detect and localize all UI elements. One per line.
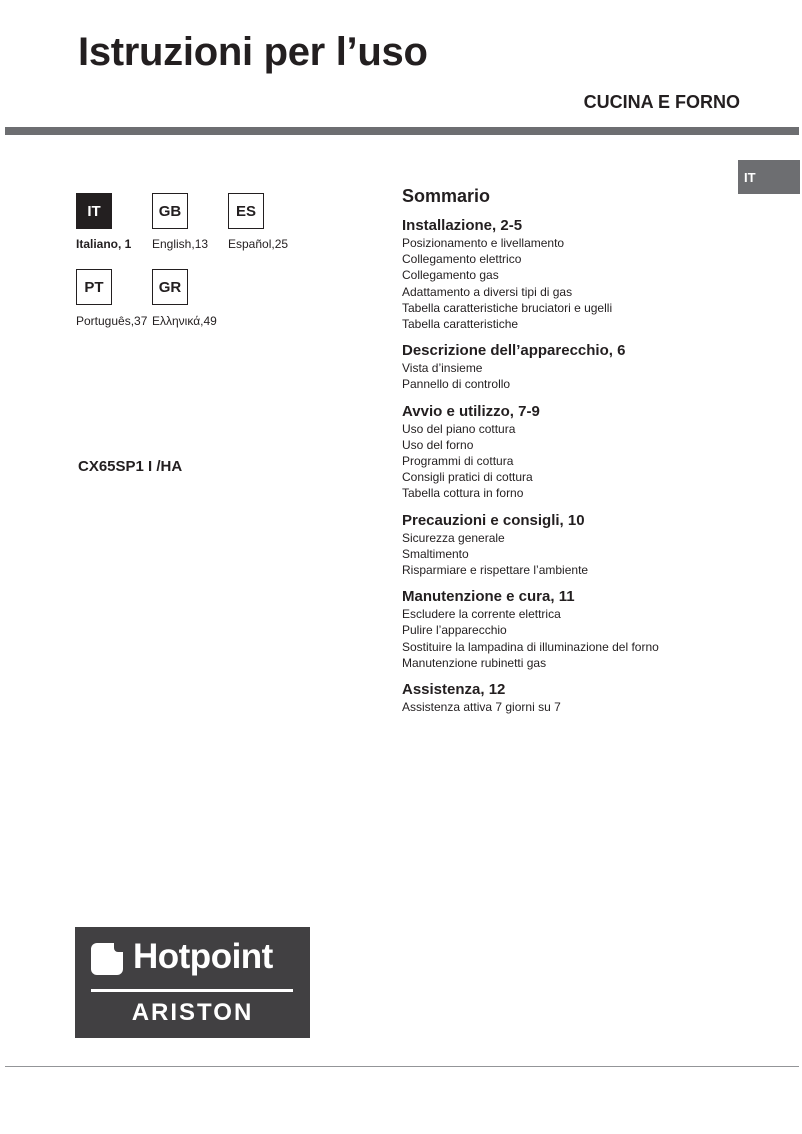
lang-label-gb: English,13 [152,237,209,251]
toc-title: Sommario [402,186,491,206]
toc-item: Smaltimento [402,546,469,561]
product-category: CUCINA E FORNO [583,92,740,112]
language-tab [738,160,800,194]
lang-label-pt: Português,37 [76,314,148,328]
logo-divider [91,989,293,992]
toc-item: Adattamento a diversi tipi di gas [402,284,573,299]
table-of-contents [402,186,732,725]
toc-item: Sicurezza generale [402,530,505,545]
toc-section-descrizione [402,342,732,392]
toc-item: Pannello di controllo [402,377,511,392]
toc-item: Tabella caratteristiche bruciatori e ugelli [402,300,613,315]
logo-sub-brand: ARISTON [131,999,254,1026]
lang-label-gr: Ελληνικά,49 [152,314,217,328]
toc-item: Posizionamento e livellamento [402,236,565,250]
toc-item: Tabella cottura in forno [402,486,524,501]
toc-item: Assistenza attiva 7 giorni su 7 [402,700,561,715]
lang-box-pt: PT [76,269,112,305]
toc-item: Uso del forno [402,437,474,452]
language-tab-label: IT [744,170,756,185]
toc-section-avvio [402,403,732,502]
toc-item: Manutenzione rubinetti gas [402,655,547,670]
toc-item: Vista d’insieme [402,361,483,376]
brand-logo [75,927,310,1038]
toc-section-installazione [402,217,732,332]
toc-section-heading: Installazione, 2-5 [402,217,523,234]
toc-item: Escludere la corrente elettrica [402,607,561,622]
toc-item: Programmi di cottura [402,454,514,469]
toc-item: Uso del piano cottura [402,421,516,436]
toc-section-heading: Precauzioni e consigli, 10 [402,511,585,529]
toc-item: Consigli pratici di cottura [402,470,533,485]
lang-box-gr: GR [152,269,188,305]
header-divider [5,127,799,135]
footer-divider [5,1066,799,1067]
toc-section-assistenza [402,681,732,715]
toc-item: Pulire l’apparecchio [402,623,507,638]
lang-box-es: ES [228,193,264,229]
lang-label-es: Español,25 [228,237,289,251]
lang-box-gb: GB [152,193,188,229]
toc-section-heading: Avvio e utilizzo, 7-9 [402,402,540,420]
toc-item: Risparmiare e rispettare l’ambiente [402,563,589,578]
toc-item: Sostituire la lampadina di illuminazione del forno [402,639,659,654]
model-number: CX65SP1 I /HA [78,458,183,475]
toc-section-precauzioni [402,512,732,579]
logo-brand-name: Hotpoint [133,937,273,976]
toc-item: Collegamento gas [402,268,499,283]
toc-section-heading: Manutenzione e cura, 11 [402,588,575,606]
hotpoint-mark-icon [91,943,123,975]
toc-section-heading: Descrizione dell’apparecchio, 6 [402,342,626,360]
lang-box-it: IT [76,193,112,229]
toc-item: Tabella caratteristiche [402,317,519,332]
toc-section-manutenzione [402,588,732,671]
page-title: Istruzioni per l’uso [78,30,428,74]
toc-section-heading: Assistenza, 12 [402,681,506,699]
toc-item: Collegamento elettrico [402,252,522,267]
lang-label-it: Italiano, 1 [76,237,132,251]
